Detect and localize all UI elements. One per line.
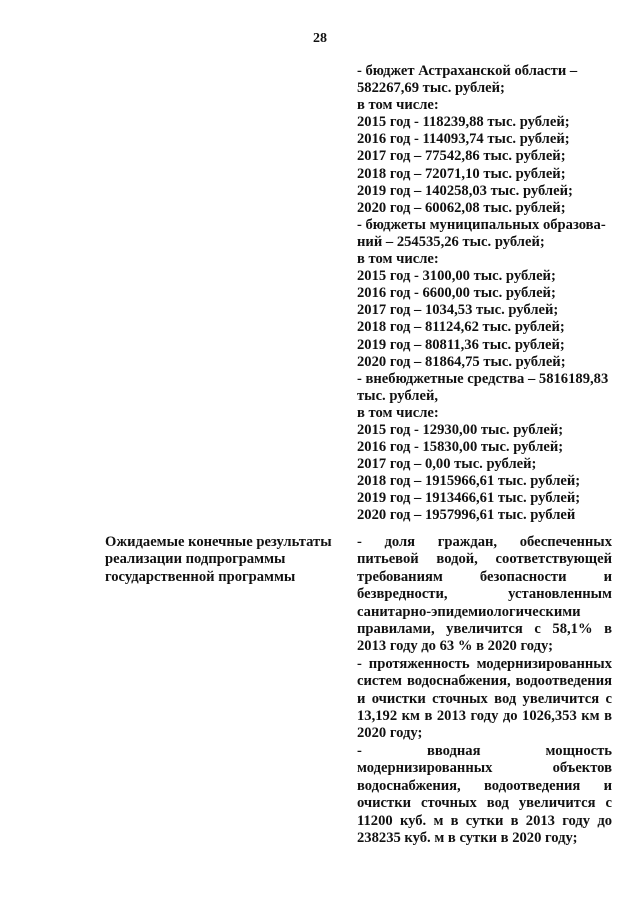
result-item: - вводная мощность модернизированных объектов водоснабжения, водоотведения и очистки сточных вод увеличится с 11200 куб. м в сутки в 2013 году до 238235 куб. м в сутки в 2020 году; xyxy=(357,742,612,846)
financing-line: 2015 год - 3100,00 тыс. рублей; xyxy=(357,268,556,285)
financing-line: 2020 год – 60062,08 тыс. рублей; xyxy=(357,199,566,216)
financing-line: 2020 год – 1957996,61 тыс. рублей xyxy=(357,507,576,524)
financing-line: 2017 год – 0,00 тыс. рублей; xyxy=(357,456,537,473)
financing-line: 2016 год - 114093,74 тыс. рублей; xyxy=(357,131,570,148)
financing-line: 2017 год – 77542,86 тыс. рублей; xyxy=(357,148,566,165)
financing-line: 582267,69 тыс. рублей; xyxy=(357,80,505,97)
result-item: - доля граждан, обеспеченных питьевой водой, соответствующей требованиям безопасности и безвредности, установленным санитарно-эпидемиологическими правилами, увеличится с 58,1% в 2013 году до 63 % в 2020 году; xyxy=(357,534,612,655)
financing-line: 2018 год – 1915966,61 тыс. рублей; xyxy=(357,473,581,490)
financing-line: - бюджеты муниципальных образова- xyxy=(357,216,606,233)
financing-line: - бюджет Астраханской области – xyxy=(357,63,578,79)
financing-line: 2016 год - 15830,00 тыс. рублей; xyxy=(357,439,564,456)
financing-line: 2018 год – 81124,62 тыс. рублей; xyxy=(357,319,565,336)
results-label: Ожидаемые конечные результаты реализации подпрограммы государственной программы xyxy=(105,534,332,585)
page-number: 28 xyxy=(313,31,327,46)
results-block xyxy=(357,534,612,847)
financing-line: 2015 год - 118239,88 тыс. рублей; xyxy=(357,114,570,131)
financing-line: 2019 год – 80811,36 тыс. рублей; xyxy=(357,336,565,353)
financing-line: 2020 год – 81864,75 тыс. рублей; xyxy=(357,353,566,370)
financing-line: в том числе: xyxy=(357,251,439,268)
financing-line: 2019 год – 1913466,61 тыс. рублей; xyxy=(357,490,581,507)
financing-line: - внебюджетные средства – 5816189,83 xyxy=(357,370,609,387)
financing-line: 2018 год – 72071,10 тыс. рублей; xyxy=(357,165,566,182)
financing-line: 2019 год – 140258,03 тыс. рублей; xyxy=(357,182,573,199)
financing-line: 2015 год - 12930,00 тыс. рублей; xyxy=(357,421,564,438)
financing-line: 2016 год - 6600,00 тыс. рублей; xyxy=(357,285,556,302)
financing-line: тыс. рублей, xyxy=(357,387,439,404)
financing-line: ний – 254535,26 тыс. рублей; xyxy=(357,233,545,250)
financing-block xyxy=(357,63,612,525)
financing-line: в том числе: xyxy=(357,404,439,421)
financing-line: 2017 год – 1034,53 тыс. рублей; xyxy=(357,302,559,319)
result-item: - протяженность модернизированных систем водоснабжения, водоотведения и очистки сточных вод увеличится с 13,192 км в 2013 году до 1026,353 км в 2020 году; xyxy=(357,655,612,742)
financing-line: в том числе: xyxy=(357,97,439,114)
